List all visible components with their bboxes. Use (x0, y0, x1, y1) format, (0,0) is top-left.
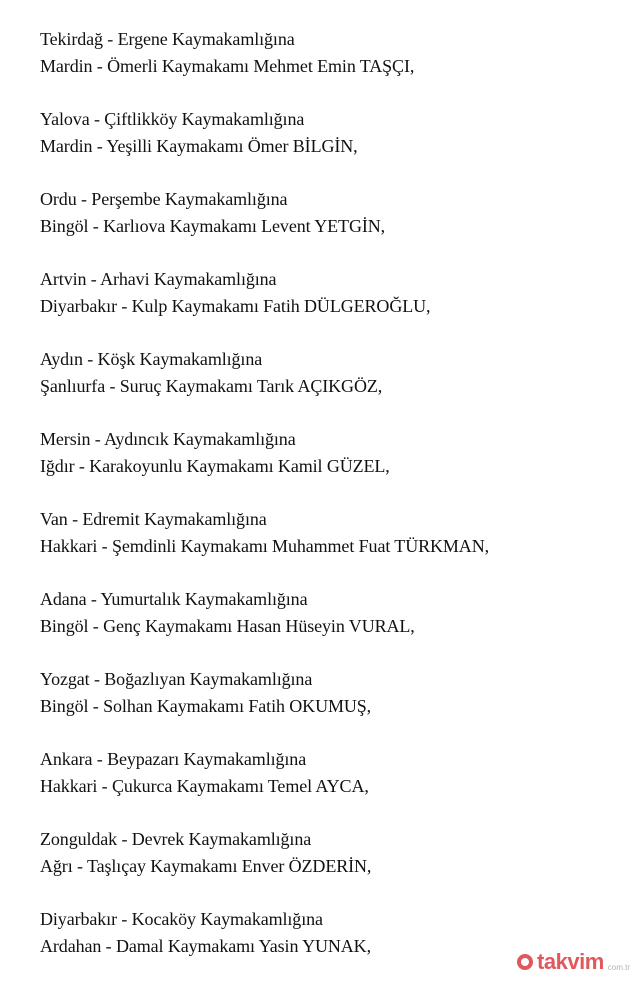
official-line: Iğdır - Karakoyunlu Kaymakamı Kamil GÜZEL, (40, 456, 390, 476)
assignment-line: Zonguldak - Devrek Kaymakamlığına (40, 829, 312, 849)
official-line: Şanlıurfa - Suruç Kaymakamı Tarık AÇIKGÖZ, (40, 376, 383, 396)
assignment-line: Ankara - Beypazarı Kaymakamlığına (40, 749, 307, 769)
watermark-domain: com.tr (607, 963, 630, 972)
appointment-entry (40, 426, 620, 506)
official-line: Bingöl - Solhan Kaymakamı Fatih OKUMUŞ, (40, 696, 372, 716)
appointment-entry (40, 266, 620, 346)
official-line: Bingöl - Karlıova Kaymakamı Levent YETGİN, (40, 216, 386, 236)
assignment-line: Mersin - Aydıncık Kaymakamlığına (40, 429, 296, 449)
assignment-line: Aydın - Köşk Kaymakamlığına (40, 349, 263, 369)
assignment-line: Tekirdağ - Ergene Kaymakamlığına (40, 29, 295, 49)
official-line: Mardin - Yeşilli Kaymakamı Ömer BİLGİN, (40, 136, 358, 156)
appointment-entry (40, 826, 620, 906)
assignment-line: Artvin - Arhavi Kaymakamlığına (40, 269, 277, 289)
assignment-line: Yozgat - Boğazlıyan Kaymakamlığına (40, 669, 313, 689)
takvim-logo-icon (517, 954, 533, 970)
appointment-entry (40, 186, 620, 266)
assignment-line: Adana - Yumurtalık Kaymakamlığına (40, 589, 308, 609)
appointment-entry (40, 26, 620, 106)
appointment-entry (40, 586, 620, 666)
official-line: Hakkari - Şemdinli Kaymakamı Muhammet Fuat TÜRKMAN, (40, 536, 490, 556)
appointment-entry (40, 666, 620, 746)
appointment-entry (40, 346, 620, 426)
official-line: Diyarbakır - Kulp Kaymakamı Fatih DÜLGEROĞLU, (40, 296, 431, 316)
assignment-line: Van - Edremit Kaymakamlığına (40, 509, 267, 529)
official-line: Bingöl - Genç Kaymakamı Hasan Hüseyin VURAL, (40, 616, 415, 636)
official-line: Ağrı - Taşlıçay Kaymakamı Enver ÖZDERİN, (40, 856, 372, 876)
appointment-entry (40, 506, 620, 586)
official-line: Hakkari - Çukurca Kaymakamı Temel AYCA, (40, 776, 369, 796)
appointment-list (40, 26, 620, 986)
appointment-entry (40, 746, 620, 826)
assignment-line: Yalova - Çiftlikköy Kaymakamlığına (40, 109, 305, 129)
assignment-line: Diyarbakır - Kocaköy Kaymakamlığına (40, 909, 323, 929)
assignment-line: Ordu - Perşembe Kaymakamlığına (40, 189, 288, 209)
official-line: Mardin - Ömerli Kaymakamı Mehmet Emin TAŞÇI, (40, 56, 415, 76)
watermark-brand: takvim (537, 949, 604, 974)
official-line: Ardahan - Damal Kaymakamı Yasin YUNAK, (40, 936, 371, 956)
appointment-entry (40, 106, 620, 186)
takvim-watermark (517, 949, 630, 975)
